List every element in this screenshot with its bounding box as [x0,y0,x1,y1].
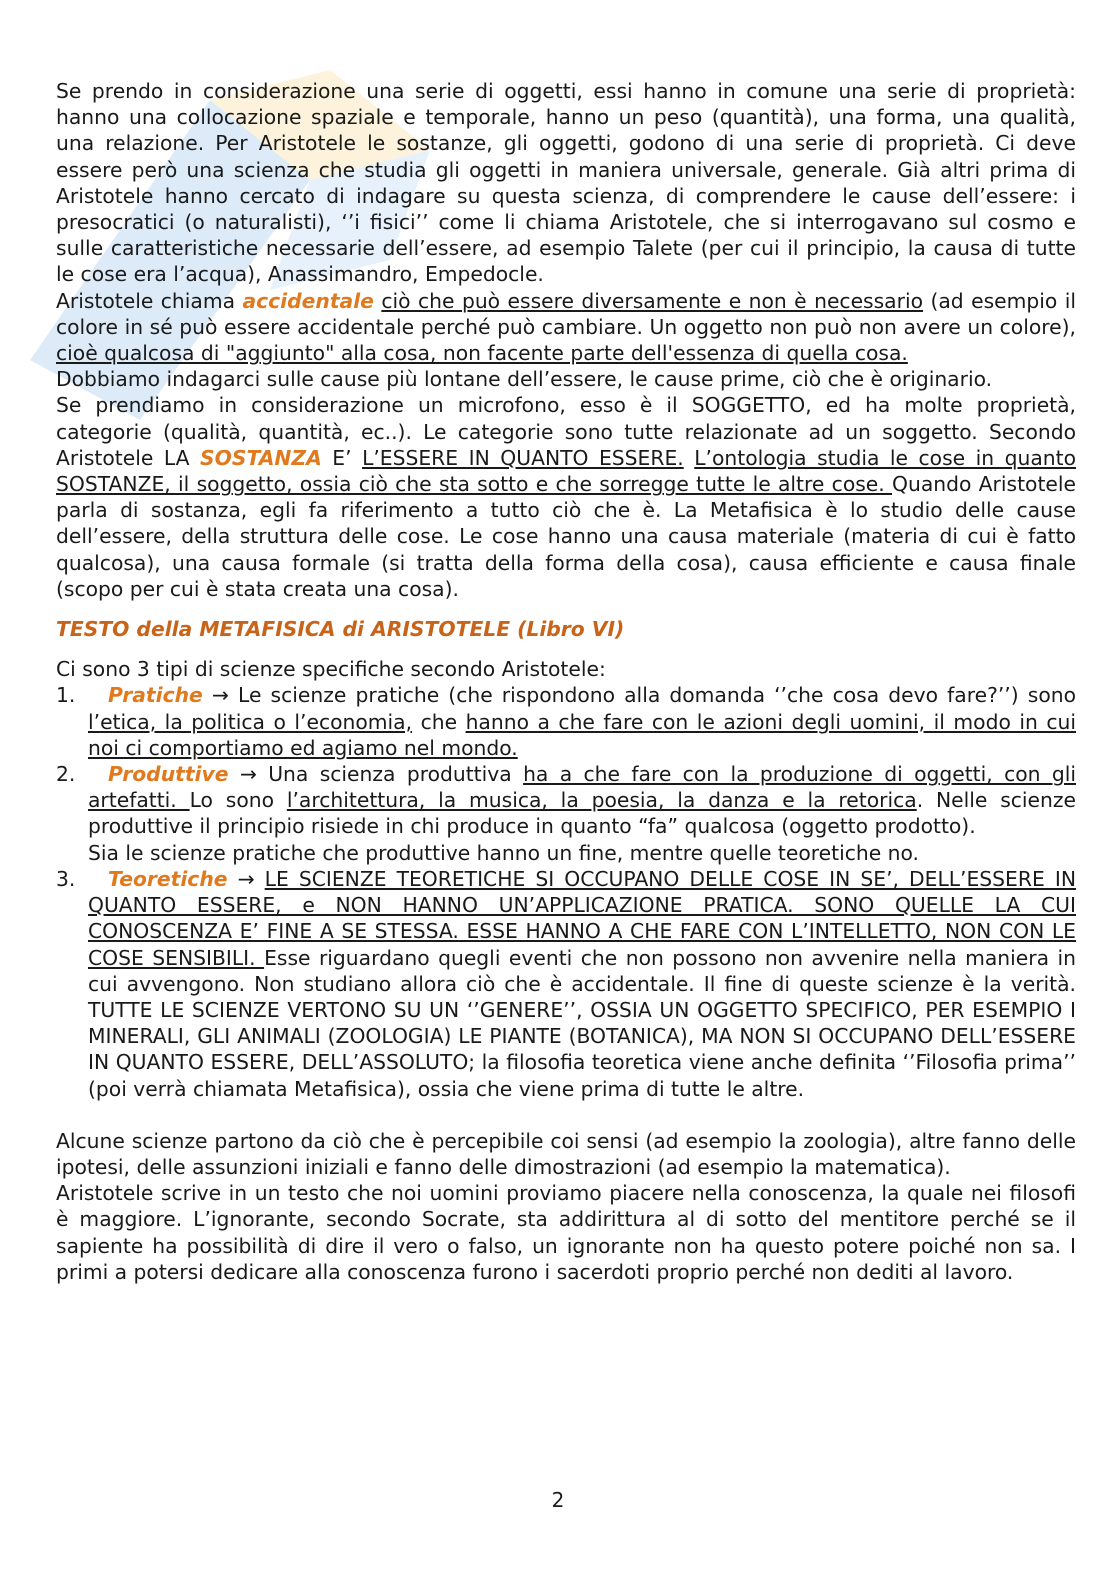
term-pratiche: Pratiche [108,683,203,708]
text: Esse riguardano quegli eventi che non possono non avvenire nella maniera in cui avvengono. Non studiano allora ciò che è accidentale. Il fine di queste scienze è la verità. TUTTE LE SCIENZE VERTONO SU UN ‘’GENERE’’, OSSIA UN OGGETTO SPECIFICO, PER ESEMPIO I MINERALI, GLI ANIMALI (ZOOLOGIA) LE PIANTE (BOTANICA), MA NON SI OCCUPANO DELL’ESSERE IN QUANTO ESSERE, DELL’ASSOLUTO; la filosofia teoretica viene anche definita ‘’Filosofia prima’’ (poi verrà chiamata Metafisica), ossia che viene prima di tutte le altre. [88,945,1076,1101]
term-sostanza: SOSTANZA [199,445,322,470]
underlined-text: L’ESSERE IN QUANTO ESSERE. [362,445,684,470]
term-produttive: Produttive [108,762,229,787]
text: Lo sono [189,788,287,813]
list-number: 2. [56,762,76,787]
text: → Una scienza produttiva [228,762,524,787]
paragraph-5: Alcune scienze partono da ciò che è percepibile coi sensi (ad esempio la zoologia), altre fanno delle ipotesi, delle assunzioni iniziali e fanno delle dimostrazioni (ad esempio la matematica). [56,1128,1076,1179]
underlined-text: l’etica, la politica o l’economia, [88,709,413,734]
page-number: 2 [551,1488,565,1512]
underlined-text: hanno a che fare con le azioni degli uomini, il modo in cui noi ci comportiamo ed agiamo nel mondo. [88,709,1077,760]
paragraph-6: Aristotele scrive in un testo che noi uomini proviamo piacere nella conoscenza, la quale nei filosofi è maggiore. L’ignorante, secondo Socrate, sta addirittura al di sotto del mentitore perché se il sapiente ha possibilità di dire il vero o falso, un ignorante non ha questo potere poiché non sa. I primi a potersi dedicare alla conoscenza furono i sacerdoti proprio perché non dediti al lavoro. [56,1181,1076,1284]
paragraph-1: Se prendo in considerazione una serie di oggetti, essi hanno in comune una serie di proprietà: hanno una collocazione spaziale e temporale, hanno un peso (quantità), una forma, una qualità, una relazione. Per Aristotele le sostanze, gli oggetti, godono di una serie di proprietà. Ci deve essere però una scienza che studia gli oggetti in maniera universale, generale. Già altri prima di Aristotele hanno cercato di indagare su questa scienza, di comprendere le cause dell’essere: i presocratici (o naturalisti), ‘’i fisici’’ come li chiama Aristotele, che si interrogavano sul cosmo e sulle caratteristiche necessarie dell’essere, ad esempio Talete (per cui il principio, la causa di tutte le cose era l’acqua), Anassimandro, Empedocle. [56,79,1076,287]
list-item-teoretiche [56,866,1076,1102]
term-accidentale: accidentale [242,288,374,313]
underlined-definition: cioè qualcosa di "aggiunto" alla cosa, non facente parte dell'essenza di quella cosa. [56,341,908,366]
term-teoretiche: Teoretiche [108,866,228,891]
list-number: 1. [56,683,76,708]
list-item-pratiche [56,682,1076,761]
section-heading: TESTO della METAFISICA di ARISTOTELE (Libro VI) [56,617,625,642]
underlined-text: LE SCIENZE TEORETICHE SI OCCUPANO DELLE COSE IN SE’, DELL’ESSERE IN QUANTO ESSERE, e NON HANNO UN’APPLICAZIONE PRATICA. SONO QUELLE LA CUI CONOSCENZA E’ FINE A SE STESSA. ESSE HANNO A CHE FARE CON L’INTELLETTO, NON CON LE COSE SENSIBILI. [88,866,1076,970]
paragraph-sostanza [56,392,1076,602]
underlined-text: l’architettura, la musica, la poesia, la danza e la retorica [286,788,917,813]
paragraph-3: Dobbiamo indagarci sulle cause più lontane dell’essere, le cause prime, ciò che è originario. [56,367,993,392]
text [684,446,695,470]
underlined-definition: ciò che può essere diversamente e non è necessario [381,288,923,313]
paragraph-accidentale [56,288,1076,367]
underlined-text: ha a che fare con la produzione di oggetti, con gli artefatti. [88,762,1076,813]
text: Se prendiamo in considerazione un microfono, esso è il SOGGETTO, ed ha molte proprietà, categorie (qualità, quantità, ec..). Le categorie sono tutte relazionate ad un soggetto. Secondo Aristotele LA [56,393,1076,470]
text: Aristotele chiama [56,288,243,313]
text: Quando Aristotele parla di sostanza, egli fa riferimento a tutto ciò che è. La Metafisica è lo studio delle cause dell’essere, della struttura delle cose. Le cose hanno una causa materiale (materia di cui è fatto qualcosa), una causa formale (si tratta della forma della cosa), causa efficiente e causa finale (scopo per cui è stata creata una cosa). [56,472,1076,601]
text: → [227,866,265,891]
text: . Nelle scienze produttive il principio risiede in chi produce in quanto “fa” qualcosa (oggetto prodotto). [88,788,1076,839]
list-item-produttive [56,761,1076,866]
text: E’ [321,445,363,470]
list-number: 3. [56,866,76,891]
text: che [412,709,466,734]
underlined-text: L’ontologia studia le cose in quanto SOSTANZE, il soggetto, ossia ciò che sta sotto e che sorregge tutte le altre cose. [56,445,1077,497]
spacer [56,1102,1076,1128]
text: → Le scienze pratiche (che rispondono alla domanda ‘’che cosa devo fare?’’) sono [202,683,1076,708]
text: (ad esempio il colore in sé può essere accidentale perché può cambiare. Un oggetto non può non avere un colore), [56,288,1076,339]
list-item-note: Sia le scienze pratiche che produttive hanno un fine, mentre quelle teoretiche no. [88,840,919,865]
list-intro: Ci sono 3 tipi di scienze specifiche secondo Aristotele: [56,657,606,682]
document-page [56,78,1076,1285]
